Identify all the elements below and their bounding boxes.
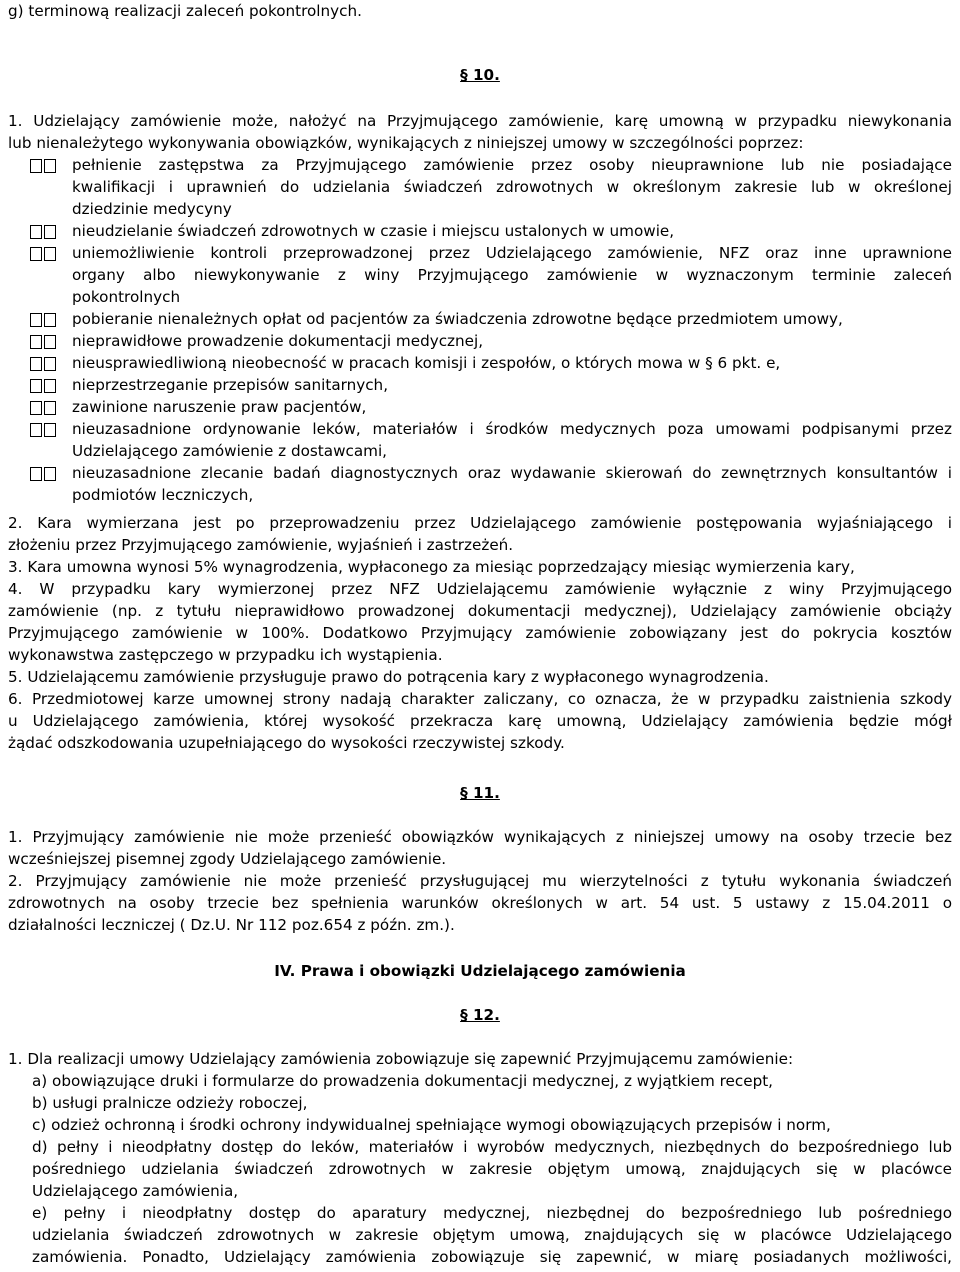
bullet-marker-icon — [30, 159, 70, 175]
paragraph-line: 1. Przyjmujący zamówienie nie może przenieść obowiązków wynikających z niniejszej umowy na osoby trzecie bez — [8, 828, 952, 846]
bullet-item-line: pobieranie nienależnych opłat od pacjentów za świadczenia zdrowotne będące przedmiotem umowy, — [72, 310, 843, 328]
paragraph-line: wykonawstwa zastępczego w przypadku ich wystąpienia. — [8, 646, 443, 664]
bullet-marker-icon — [30, 401, 70, 417]
section-12-heading: § 12. — [460, 1006, 500, 1024]
section-12-intro: 1. Dla realizacji umowy Udzielający zamówienia zobowiązuje się zapewnić Przyjmującemu zamówienie: — [8, 1050, 794, 1068]
paragraph-line: u Udzielającego zamówienia, której wysokość przekracza karę umowną, Udzielający zamówienia będzie mógł — [8, 712, 952, 730]
list-item-line: e) pełny i nieodpłatny dostęp do aparatury medycznej, niezbędnej do bezpośredniego lub pośredniego — [32, 1204, 952, 1222]
list-item-line: c) odzież ochronną i środki ochrony indywidualnej spełniające wymogi obowiązujących przepisów i norm, — [32, 1116, 831, 1134]
paragraph-line: 2. Przyjmujący zamówienie nie może przenieść przysługującej mu wierzytelności z tytułu wykonania świadczeń — [8, 872, 952, 890]
paragraph-line: wcześniejszej pisemnej zgody Udzielającego zamówienie. — [8, 850, 447, 868]
bullet-marker-icon — [30, 247, 70, 263]
list-item-line: udzielania świadczeń zdrowotnych w zakresie objętym umową, znajdujących się w placówce Udzielającego — [32, 1226, 952, 1244]
bullet-marker-icon — [30, 313, 70, 329]
bullet-item-line: podmiotów leczniczych, — [72, 486, 254, 504]
bullet-item-line: nieusprawiedliwioną nieobecność w pracach komisji i zespołów, o których mowa w § 6 pkt. e, — [72, 354, 781, 372]
section-11-heading: § 11. — [460, 784, 500, 802]
list-item-line: Udzielającego zamówienia, — [32, 1182, 239, 1200]
list-item-line: zamówienia. Ponadto, Udzielający zamówienia zobowiązuje się zapewnić, w miarę posiadanych możliwości, — [32, 1248, 952, 1266]
bullet-item-line: zawinione naruszenie praw pacjentów, — [72, 398, 367, 416]
bullet-item-line: nieuzasadnione zlecanie badań diagnostycznych oraz wydawanie skierowań do zewnętrznych konsultantów i — [72, 464, 952, 482]
paragraph-line: lub nienależytego wykonywania obowiązków, wynikających z niniejszej umowy w szczególności poprzez: — [8, 134, 804, 152]
bullet-item-line: nieuzasadnione ordynowanie leków, materiałów i środków medycznych poza umowami podpisanymi przez — [72, 420, 952, 438]
paragraph-line: 1. Udzielający zamówienie może, nałożyć na Przyjmującego zamówienie, karę umowną w przypadku niewykonania — [8, 112, 952, 130]
paragraph-line: zdrowotnych na osoby trzecie bez spełnienia warunków określonych w art. 54 ust. 5 ustawy z 15.04.2011 o — [8, 894, 952, 912]
paragraph-line: 5. Udzielającemu zamówienie przysługuje prawo do potrącenia kary z wypłaconego wynagrodzenia. — [8, 668, 769, 686]
bullet-marker-icon — [30, 357, 70, 373]
paragraph-line: działalności leczniczej ( Dz.U. Nr 112 poz.654 z późn. zm.). — [8, 916, 455, 934]
list-item-g: g) terminową realizacji zaleceń pokontrolnych. — [8, 2, 362, 20]
section-10-heading: § 10. — [460, 66, 500, 84]
bullet-marker-icon — [30, 423, 70, 439]
list-item-line: b) usługi pralnicze odzieży roboczej, — [32, 1094, 308, 1112]
bullet-item-line: nieprzestrzeganie przepisów sanitarnych, — [72, 376, 389, 394]
list-item-line: a) obowiązujące druki i formularze do prowadzenia dokumentacji medycznej, z wyjątkiem recept, — [32, 1072, 773, 1090]
bullet-item-line: uniemożliwienie kontroli przeprowadzonej przez Udzielającego zamówienie, NFZ oraz inne uprawnione — [72, 244, 952, 262]
bullet-item-line: nieudzielanie świadczeń zdrowotnych w czasie i miejscu ustalonych w umowie, — [72, 222, 675, 240]
bullet-item-line: organy albo niewykonywanie z winy Przyjmującego zamówienie w wyznaczonym terminie zaleceń — [72, 266, 952, 284]
chapter-iv-heading: IV. Prawa i obowiązki Udzielającego zamówienia — [274, 962, 686, 980]
bullet-marker-icon — [30, 225, 70, 241]
bullet-marker-icon — [30, 335, 70, 351]
bullet-marker-icon — [30, 467, 70, 483]
bullet-marker-icon — [30, 379, 70, 395]
list-item-line: pośredniego udzielania świadczeń zdrowotnych w zakresie objętym umową, znajdujących się w placówce — [32, 1160, 952, 1178]
paragraph-line: 6. Przedmiotowej karze umownej strony nadają charakter zaliczany, co oznacza, że w przypadku zaistnienia szkody — [8, 690, 952, 708]
paragraph-line: zamówienie (np. z tytułu nieprawidłowo prowadzonej dokumentacji medycznej), Udzielający zamówienie obciąży — [8, 602, 952, 620]
paragraph-line: 4. W przypadku kary wymierzonej przez NFZ Udzielającemu zamówienie wyłącznie z winy Przyjmującego — [8, 580, 952, 598]
paragraph-line: złożeniu przez Przyjmującego zamówienie, wyjaśnień i zastrzeżeń. — [8, 536, 514, 554]
paragraph-line: żądać odszkodowania uzupełniającego do wysokości rzeczywistej szkody. — [8, 734, 565, 752]
paragraph-line: 3. Kara umowna wynosi 5% wynagrodzenia, wypłaconego za miesiąc poprzedzający miesiąc wymierzenia kary, — [8, 558, 855, 576]
bullet-item-line: pełnienie zastępstwa za Przyjmującego zamówienie przez osoby nieuprawnione lub nie posiadające — [72, 156, 952, 174]
bullet-item-line: kwalifikacji i uprawnień do udzielania świadczeń zdrowotnych w określonym zakresie lub w określonej — [72, 178, 952, 196]
paragraph-line: 2. Kara wymierzana jest po przeprowadzeniu przez Udzielającego zamówienie postępowania wyjaśniającego i — [8, 514, 952, 532]
bullet-item-line: nieprawidłowe prowadzenie dokumentacji medycznej, — [72, 332, 484, 350]
bullet-item-line: dziedzinie medycyny — [72, 200, 232, 218]
list-item-line: d) pełny i nieodpłatny dostęp do leków, materiałów i wyrobów medycznych, niezbędnych do bezpośredniego lub — [32, 1138, 952, 1156]
paragraph-line: Przyjmującego zamówienie w 100%. Dodatkowo Przyjmujący zamówienie zobowiązany jest do pokrycia kosztów — [8, 624, 952, 642]
bullet-item-line: Udzielającego zamówienie z dostawcami, — [72, 442, 387, 460]
bullet-item-line: pokontrolnych — [72, 288, 181, 306]
